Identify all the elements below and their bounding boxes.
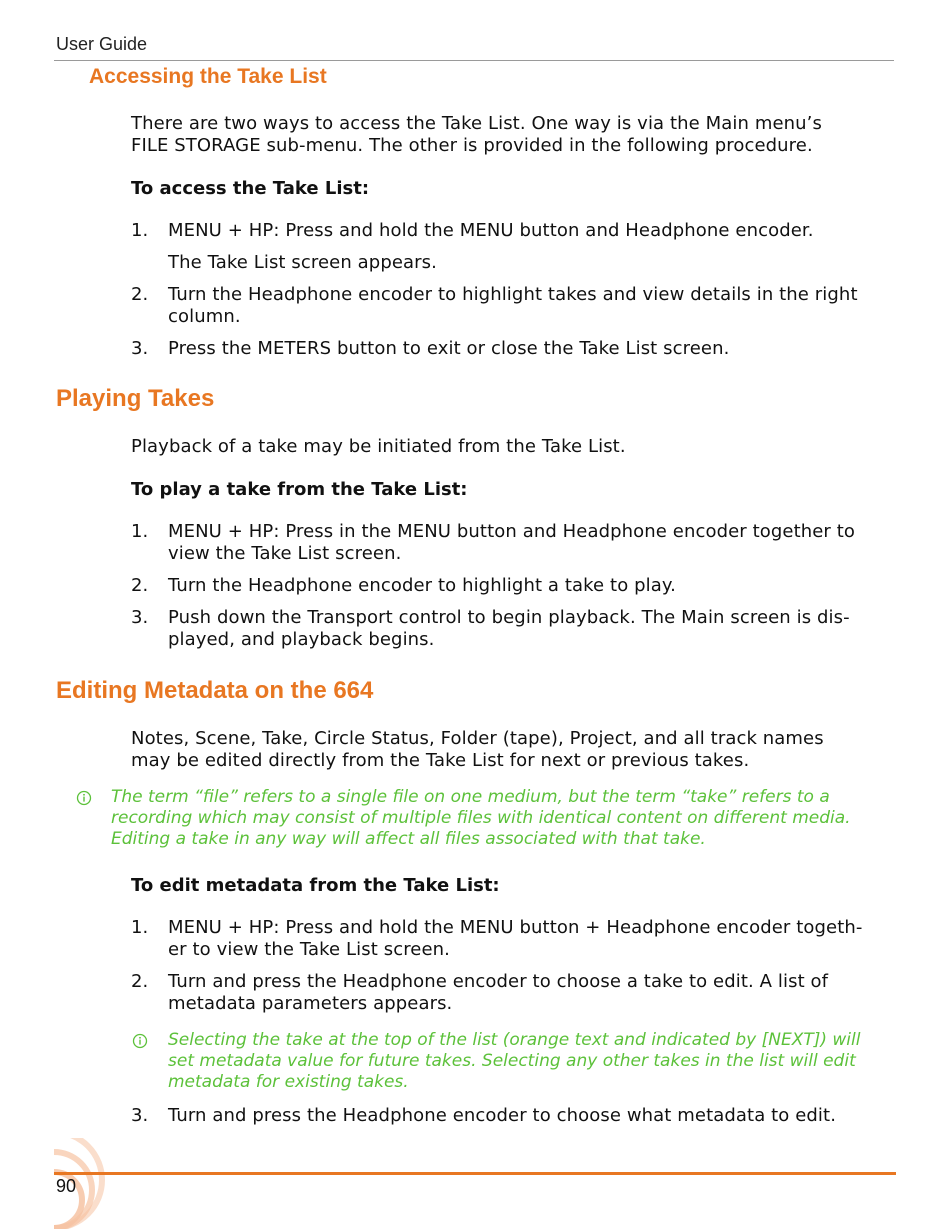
footer-divider xyxy=(54,1172,896,1175)
step-text-line-1: MENU + HP: Press and hold the MENU button + Headphone encoder togeth- xyxy=(168,917,863,938)
procedure-title-access: To access the Take List: xyxy=(131,178,370,199)
step-text: Turn the Headphone encoder to highlight takes and view details in the right column. xyxy=(168,284,858,327)
step-result-text: The Take List screen appears. xyxy=(168,252,437,273)
take-list-intro-line-2: FILE STORAGE sub-menu. The other is provided in the following procedure. xyxy=(131,135,813,156)
running-header: User Guide xyxy=(56,34,148,54)
take-list-intro-line-1: There are two ways to access the Take List. One way is via the Main menu’s xyxy=(131,113,822,134)
header-divider xyxy=(54,60,894,61)
step-text-line-1: MENU + HP: Press in the MENU button and Headphone encoder together to xyxy=(168,521,856,542)
step-text-line-1: Push down the Transport control to begin playback. The Main screen is dis- xyxy=(168,607,850,628)
note-line-1: The term “file” refers to a single file on one medium, but the term “take” refers to a xyxy=(111,787,830,807)
step-text-line-2: view the Take List screen. xyxy=(168,543,402,564)
heading-accessing-take-list: Accessing the Take List xyxy=(89,65,327,88)
metadata-intro-line-2: may be edited directly from the Take List for next or previous takes. xyxy=(131,750,750,771)
step-number: 3. xyxy=(131,1105,149,1126)
procedure-title-edit: To edit metadata from the Take List: xyxy=(131,875,500,896)
metadata-intro xyxy=(131,728,891,772)
step-number: 3. xyxy=(131,338,149,359)
step-text: MENU + HP: Press and hold the MENU button and Headphone encoder. xyxy=(168,220,814,241)
step-number: 1. xyxy=(131,917,149,938)
playing-intro: Playback of a take may be initiated from the Take List. xyxy=(131,436,626,457)
step-number: 2. xyxy=(131,971,149,992)
info-icon xyxy=(76,790,92,806)
step-text xyxy=(168,521,888,565)
info-icon xyxy=(132,1033,148,1049)
note-line-3: Editing a take in any way will affect all files associated with that take. xyxy=(111,829,706,849)
step-text: Turn the Headphone encoder to highlight a take to play. xyxy=(168,575,676,596)
step-text xyxy=(168,917,888,961)
heading-playing-takes: Playing Takes xyxy=(56,385,215,412)
note-line-2: set metadata value for future takes. Selecting any other takes in the list will edit xyxy=(168,1051,856,1071)
step-text-line-2: er to view the Take List screen. xyxy=(168,939,450,960)
step-number: 1. xyxy=(131,220,149,241)
note-line-3: metadata for existing takes. xyxy=(168,1072,409,1092)
note-next-take xyxy=(168,1030,888,1093)
note-file-vs-take xyxy=(111,787,871,850)
procedure-title-play: To play a take from the Take List: xyxy=(131,479,468,500)
note-line-1: Selecting the take at the top of the list (orange text and indicated by [NEXT]) will xyxy=(168,1030,861,1050)
step-text-line-2: played, and playback begins. xyxy=(168,629,435,650)
step-text xyxy=(168,971,888,1015)
step-text: Press the METERS button to exit or close the Take List screen. xyxy=(168,338,730,359)
note-line-2: recording which may consist of multiple files with identical content on different media. xyxy=(111,808,851,828)
step-number: 1. xyxy=(131,521,149,542)
step-number: 2. xyxy=(131,575,149,596)
step-number: 2. xyxy=(131,284,149,305)
take-list-intro xyxy=(131,113,891,157)
step-text: Turn and press the Headphone encoder to choose what metadata to edit. xyxy=(168,1105,837,1126)
step-text-line-1: Turn and press the Headphone encoder to choose a take to edit. A list of xyxy=(168,971,829,992)
heading-editing-metadata: Editing Metadata on the 664 xyxy=(56,677,374,704)
step-number: 3. xyxy=(131,607,149,628)
step-text xyxy=(168,607,888,651)
metadata-intro-line-1: Notes, Scene, Take, Circle Status, Folder (tape), Project, and all track names xyxy=(131,728,824,749)
step-text-line-2: metadata parameters appears. xyxy=(168,993,453,1014)
page-number: 90 xyxy=(56,1176,77,1196)
